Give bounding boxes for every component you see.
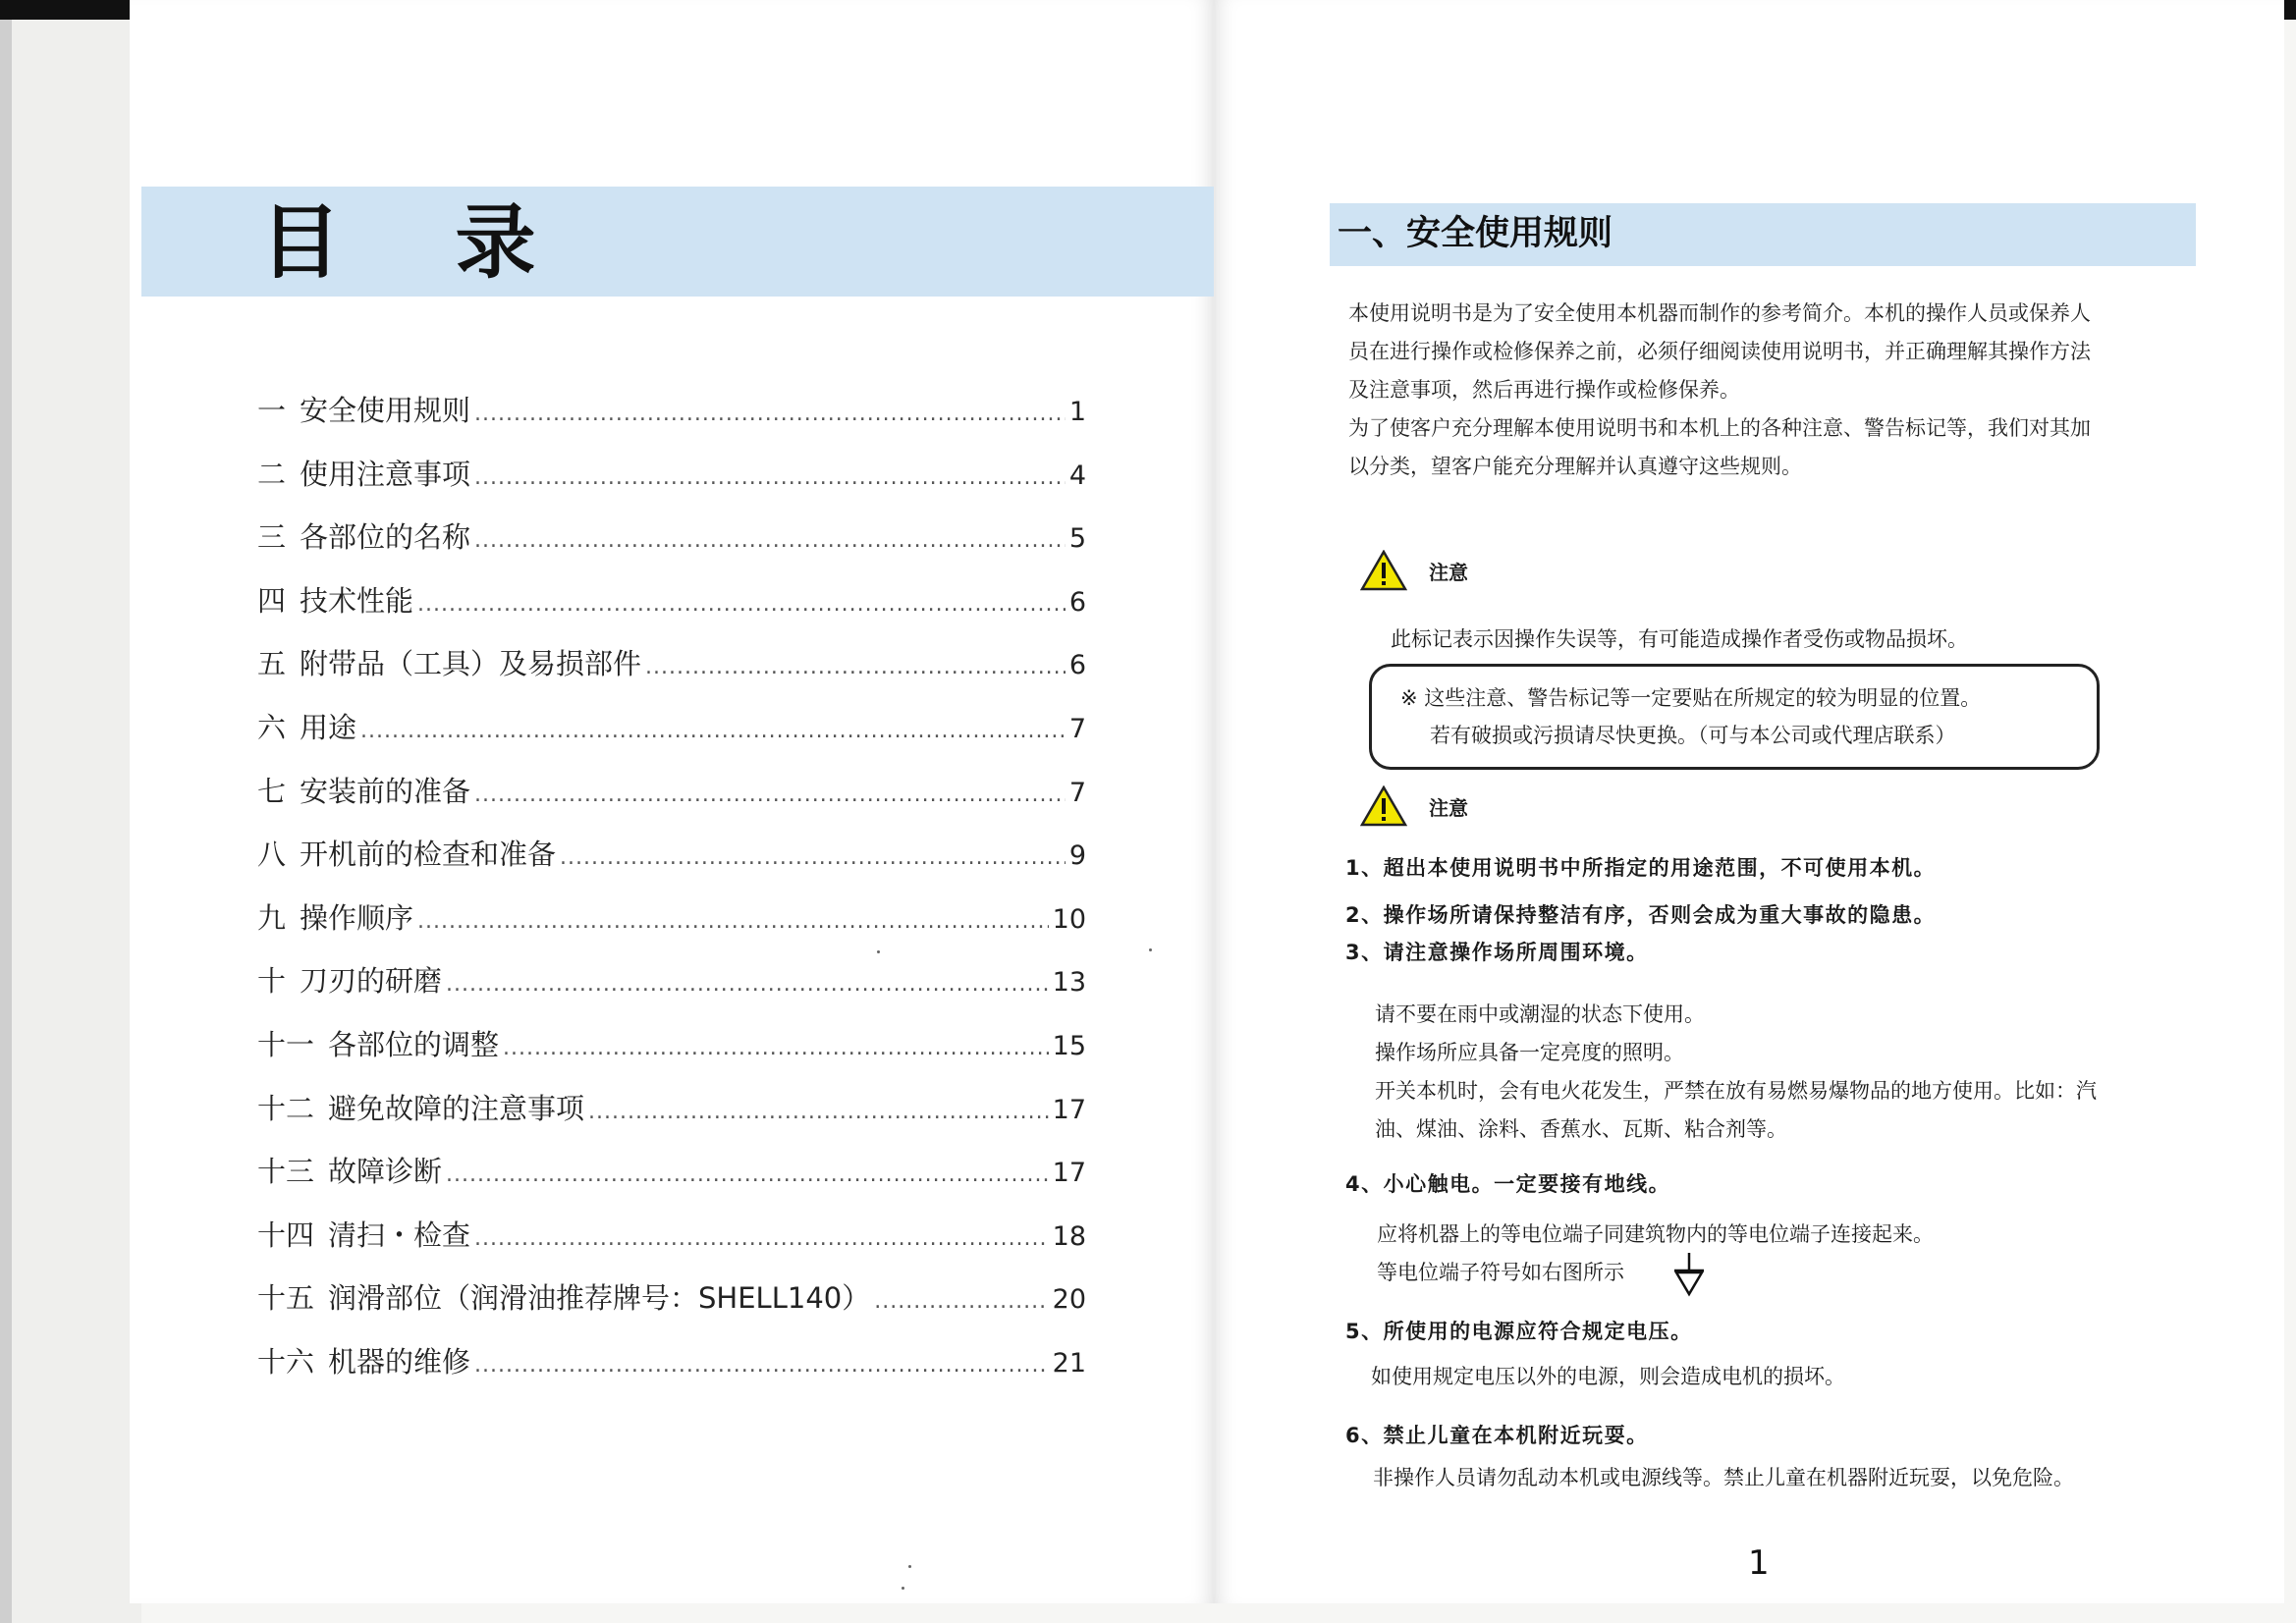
toc-entry-page: 6 — [1068, 586, 1086, 618]
toc-entry-label: 附带品（工具）及易损部件 — [300, 647, 642, 681]
rule-4: 4、小心触电。一定要接有地线。 — [1345, 1172, 1671, 1196]
toc-leader-dots — [503, 1029, 1049, 1068]
rule-5-text: 如使用规定电压以外的电源，则会造成电机的损坏。 — [1371, 1365, 1845, 1388]
toc-entry-number: 七 — [257, 774, 287, 808]
toc-entry-number: 十五 — [257, 1281, 315, 1316]
toc-entry-label: 技术性能 — [300, 583, 414, 618]
rule-4-text — [1377, 1216, 2212, 1292]
toc-entry[interactable] — [257, 708, 1086, 772]
toc-leader-dots — [560, 839, 1066, 878]
toc-entry-label: 各部位的调整 — [328, 1027, 500, 1061]
intro-line: 及注意事项，然后再进行操作或检修保养。 — [1348, 378, 1740, 402]
warning-triangle-icon — [1360, 785, 1407, 827]
intro-line: 以分类，望客户能充分理解并认真遵守这些规则。 — [1348, 455, 1802, 478]
toc-entry-label: 机器的维修 — [328, 1344, 471, 1379]
toc-entry[interactable] — [257, 961, 1086, 1025]
rule-6: 6、禁止儿童在本机附近玩耍。 — [1345, 1424, 1649, 1447]
toc-entry-label: 避免故障的注意事项 — [328, 1091, 585, 1125]
toc-entry[interactable] — [257, 517, 1086, 581]
intro-paragraph — [1348, 295, 2203, 486]
toc-entry-number: 一 — [257, 394, 287, 427]
toc-entry-page: 15 — [1052, 1030, 1086, 1061]
toc-entry-page: 7 — [1068, 777, 1086, 808]
notice-line: 若有破损或污损请尽快更换。（可与本公司或代理店联系） — [1430, 724, 1956, 747]
toc-entry-label: 润滑部位（润滑油推荐牌号：SHELL140） — [328, 1281, 871, 1316]
intro-line: 本使用说明书是为了安全使用本机器而制作的参考简介。本机的操作人员或保养人 — [1348, 301, 2091, 325]
toc-entry-label: 刀刃的研磨 — [300, 964, 443, 999]
toc-entry-page: 13 — [1052, 967, 1086, 999]
toc-leader-dots — [474, 1346, 1049, 1385]
rule-text-line: 开关本机时，会有电火花发生，严禁在放有易燃易爆物品的地方使用。比如：汽 — [1375, 1079, 2097, 1103]
toc-leader-dots — [588, 1093, 1049, 1132]
toc-entry[interactable] — [257, 898, 1086, 962]
toc-entry-label: 清扫・检查 — [328, 1217, 471, 1252]
toc-entry-number: 三 — [257, 520, 287, 555]
toc-leader-dots — [417, 902, 1049, 942]
rule-text-line: 等电位端子符号如右图所示 — [1377, 1261, 1624, 1284]
intro-line: 员在进行操作或检修保养之前，必须仔细阅读使用说明书，并正确理解其操作方法 — [1348, 340, 2091, 363]
section-title: 一、安全使用规则 — [1338, 214, 1613, 253]
notice-box — [1369, 664, 2100, 770]
toc-leader-dots — [360, 712, 1066, 751]
toc-entry-number: 二 — [257, 457, 287, 491]
toc-entry-page: 17 — [1052, 1094, 1086, 1125]
rule-text-line: 油、煤油、涂料、香蕉水、瓦斯、粘合剂等。 — [1375, 1117, 1787, 1141]
toc-entry-label: 操作顺序 — [300, 900, 414, 935]
toc-entry-number: 五 — [257, 647, 287, 681]
toc-entry[interactable] — [257, 772, 1086, 836]
caution-description: 此标记表示因操作失误等，有可能造成操作者受伤或物品损坏。 — [1391, 627, 1968, 651]
toc-entry-label: 使用注意事项 — [300, 457, 471, 491]
rule-text-line: 操作场所应具备一定亮度的照明。 — [1375, 1041, 1684, 1064]
table-of-contents — [257, 391, 1086, 1406]
toc-entry-number: 十一 — [257, 1027, 315, 1061]
caution-heading-2 — [1360, 785, 1468, 827]
toc-entry-page: 20 — [1052, 1284, 1086, 1316]
caution-heading-1 — [1360, 550, 1468, 591]
toc-entry-label: 安装前的准备 — [300, 774, 471, 808]
toc-entry-number: 九 — [257, 900, 287, 935]
toc-entry-page: 10 — [1052, 903, 1086, 935]
toc-entry-label: 各部位的名称 — [300, 520, 471, 555]
rule-6-text: 非操作人员请勿乱动本机或电源线等。禁止儿童在机器附近玩耍，以免危险。 — [1373, 1466, 2074, 1489]
toc-entry-number: 十四 — [257, 1217, 315, 1252]
toc-entry[interactable] — [257, 1089, 1086, 1153]
toc-entry-label: 开机前的检查和准备 — [300, 838, 557, 872]
caution-label: 注意 — [1429, 795, 1468, 820]
toc-leader-dots — [474, 521, 1066, 561]
toc-entry[interactable] — [257, 1216, 1086, 1279]
rule-text-line: 请不要在雨中或潮湿的状态下使用。 — [1375, 1002, 1705, 1026]
toc-entry[interactable] — [257, 455, 1086, 518]
scan-margin — [12, 20, 141, 1623]
toc-entry-page: 17 — [1052, 1158, 1086, 1189]
toc-entry[interactable] — [257, 1342, 1086, 1406]
notice-line: ※ 这些注意、警告标记等一定要贴在所规定的较为明显的位置。 — [1400, 686, 1982, 710]
toc-title: 目 录 — [260, 195, 579, 290]
toc-entry-number: 十 — [257, 964, 287, 999]
warning-triangle-icon — [1360, 550, 1407, 591]
toc-leader-dots — [474, 776, 1066, 815]
toc-entry-number: 十六 — [257, 1344, 315, 1379]
toc-entry[interactable] — [257, 1152, 1086, 1216]
toc-leader-dots — [417, 585, 1066, 624]
toc-leader-dots — [874, 1282, 1048, 1322]
rule-1: 1、超出本使用说明书中所指定的用途范围，不可使用本机。 — [1345, 856, 1937, 880]
rule-3-text — [1375, 996, 2210, 1149]
toc-entry-page: 4 — [1068, 460, 1086, 491]
toc-entry[interactable] — [257, 1025, 1086, 1089]
toc-entry-page: 1 — [1068, 397, 1086, 427]
toc-entry-label: 用途 — [300, 710, 357, 744]
toc-leader-dots — [446, 965, 1049, 1004]
toc-entry[interactable] — [257, 1278, 1086, 1342]
toc-entry-number: 十二 — [257, 1091, 315, 1125]
rule-2: 2、操作场所请保持整洁有序，否则会成为重大事故的隐患。 — [1345, 903, 1937, 927]
intro-line: 为了使客户充分理解本使用说明书和本机上的各种注意、警告标记等，我们对其加 — [1348, 416, 2091, 440]
toc-entry[interactable] — [257, 835, 1086, 898]
toc-entry[interactable] — [257, 391, 1086, 455]
toc-entry-page: 5 — [1068, 523, 1086, 555]
equipotential-terminal-icon — [1671, 1251, 1707, 1298]
toc-entry-number: 八 — [257, 838, 287, 872]
toc-entry-label: 故障诊断 — [328, 1155, 443, 1189]
toc-entry-number: 六 — [257, 710, 287, 744]
toc-entry[interactable] — [257, 581, 1086, 645]
toc-entry-page: 9 — [1068, 840, 1086, 872]
toc-entry-page: 18 — [1052, 1220, 1086, 1252]
toc-entry[interactable] — [257, 644, 1086, 708]
caution-label: 注意 — [1429, 560, 1468, 584]
toc-leader-dots — [645, 648, 1066, 687]
toc-entry-page: 6 — [1068, 650, 1086, 681]
toc-leader-dots — [474, 459, 1066, 498]
rule-5: 5、所使用的电源应符合规定电压。 — [1345, 1320, 1693, 1343]
toc-entry-page: 7 — [1068, 713, 1086, 744]
toc-entry-number: 四 — [257, 583, 287, 618]
toc-entry-number: 十三 — [257, 1155, 315, 1189]
page-number: 1 — [1748, 1543, 1770, 1583]
rule-3: 3、请注意操作场所周围环境。 — [1345, 941, 1649, 964]
toc-leader-dots — [446, 1156, 1049, 1195]
rule-text-line: 应将机器上的等电位端子同建筑物内的等电位端子连接起来。 — [1377, 1222, 1934, 1246]
toc-leader-dots — [474, 1219, 1049, 1259]
toc-entry-label: 安全使用规则 — [300, 394, 471, 427]
toc-entry-page: 21 — [1052, 1347, 1086, 1379]
toc-leader-dots — [474, 395, 1066, 434]
